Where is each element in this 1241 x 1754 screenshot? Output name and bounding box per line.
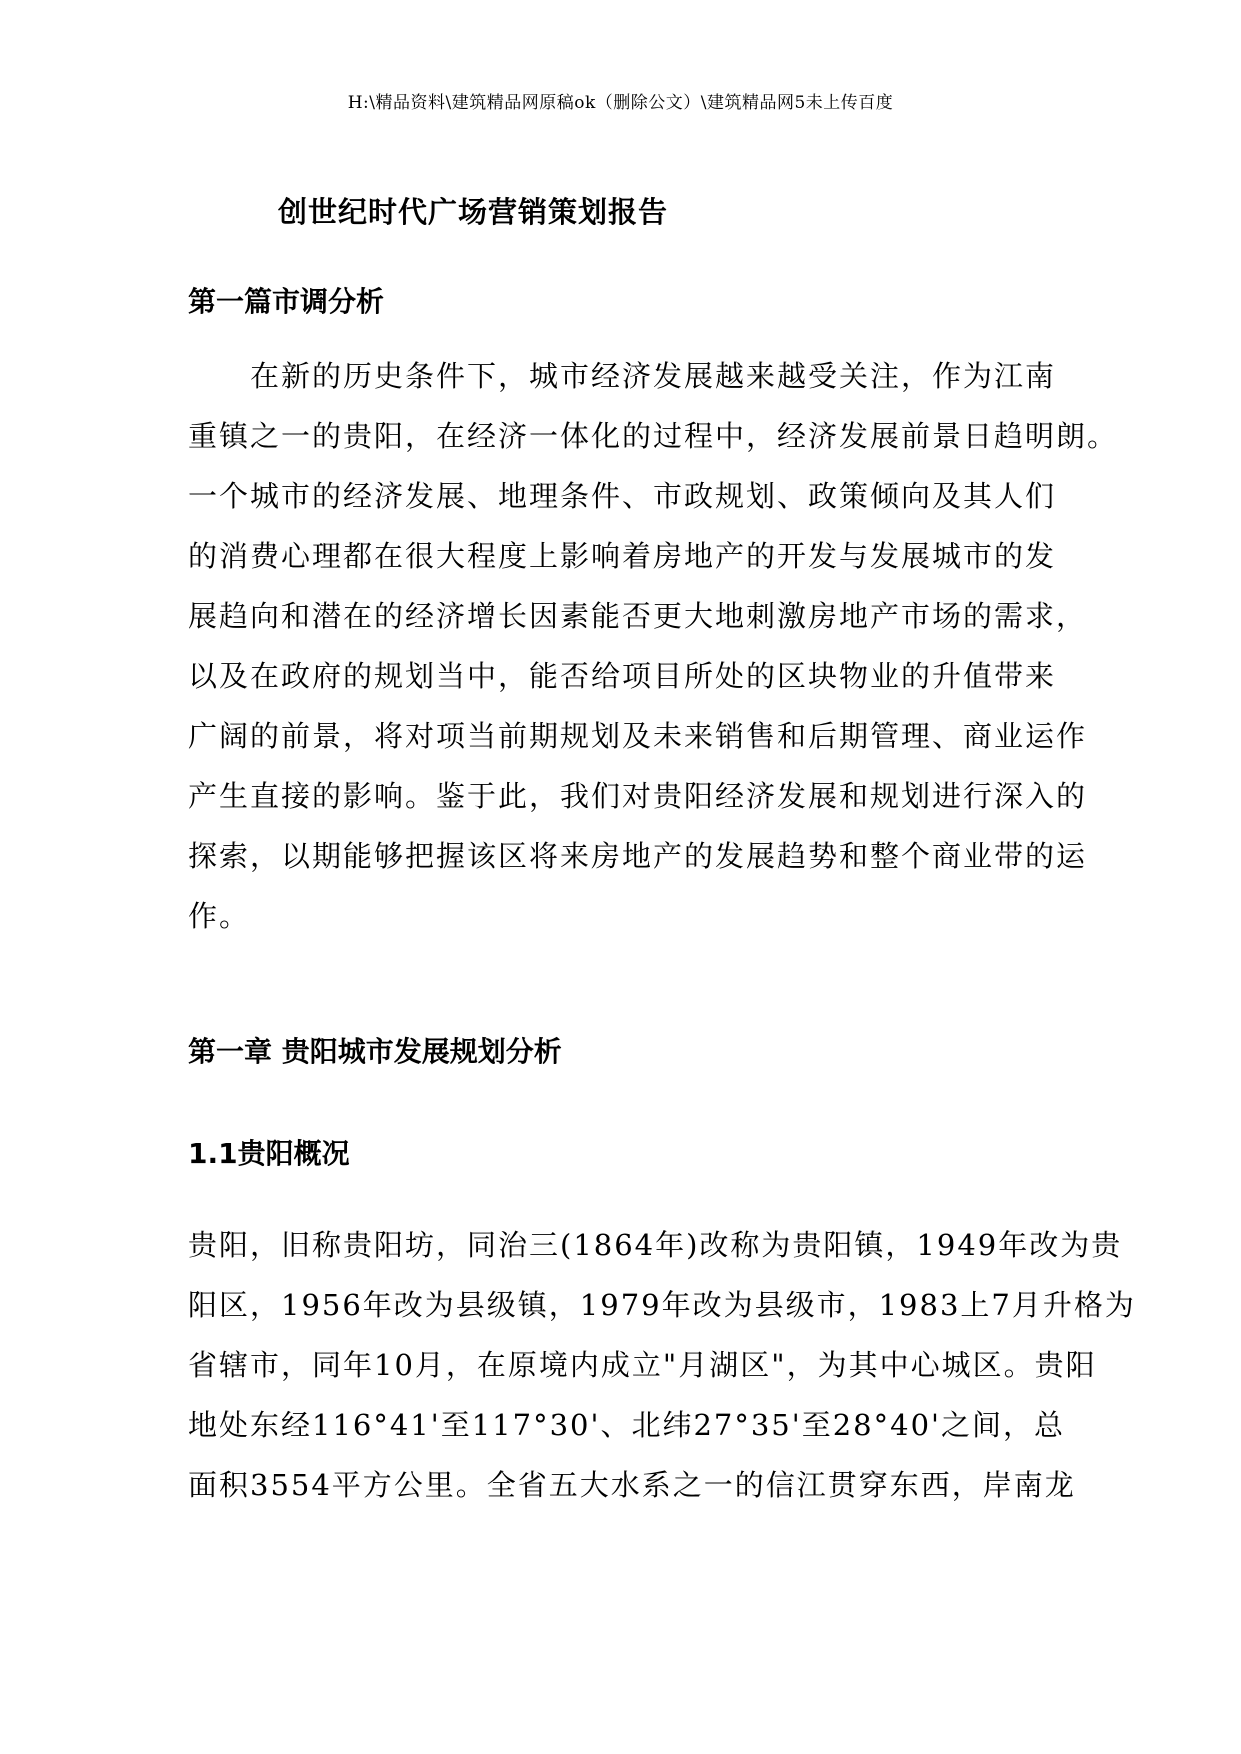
paragraph-line: 一个城市的经济发展、地理条件、市政规划、政策倾向及其人们 xyxy=(188,479,1057,513)
paragraph-line: 重镇之一的贵阳，在经济一体化的过程中，经济发展前景日趋明朗。 xyxy=(188,419,1119,453)
paragraph-line: 在新的历史条件下，城市经济发展越来越受关注，作为江南 xyxy=(188,359,1057,393)
paragraph-line: 面积3554平方公里。全省五大水系之一的信江贯穿东西，岸南龙 xyxy=(188,1468,1076,1502)
paragraph-line: 作。 xyxy=(188,899,251,933)
paragraph-line: 地处东经116°41'至117°30'、北纬27°35'至28°40'之间，总 xyxy=(188,1408,1066,1442)
document-title: 创世纪时代广场营销策划报告 xyxy=(278,195,669,229)
section-heading: 1.1贵阳概况 xyxy=(188,1137,350,1170)
page-header-path: H:\精品资料\建筑精品网原稿ok（删除公文）\建筑精品网5未上传百度 xyxy=(347,93,894,113)
paragraph-line: 的消费心理都在很大程度上影响着房地产的开发与发展城市的发 xyxy=(188,539,1057,573)
chapter-heading: 第一章 贵阳城市发展规划分析 xyxy=(188,1035,562,1068)
paragraph-line: 探索，以期能够把握该区将来房地产的发展趋势和整个商业带的运 xyxy=(188,839,1088,873)
paragraph-line: 以及在政府的规划当中，能否给项目所处的区块物业的升值带来 xyxy=(188,659,1057,693)
paragraph-line: 展趋向和潜在的经济增长因素能否更大地刺激房地产市场的需求， xyxy=(188,599,1088,633)
part-heading: 第一篇市调分析 xyxy=(188,285,385,318)
paragraph-line: 广阔的前景，将对项当前期规划及未来销售和后期管理、商业运作 xyxy=(188,719,1088,753)
paragraph-line: 省辖市，同年10月，在原境内成立"月湖区"，为其中心城区。贵阳 xyxy=(188,1348,1097,1382)
paragraph-line: 阳区，1956年改为县级镇，1979年改为县级市，1983上7月升格为 xyxy=(188,1288,1136,1322)
paragraph-line: 产生直接的影响。鉴于此，我们对贵阳经济发展和规划进行深入的 xyxy=(188,779,1088,813)
intro-paragraph xyxy=(188,346,1119,946)
paragraph-line: 贵阳，旧称贵阳坊，同治三(1864年)改称为贵阳镇，1949年改为贵 xyxy=(188,1228,1123,1262)
overview-paragraph xyxy=(188,1215,1136,1515)
